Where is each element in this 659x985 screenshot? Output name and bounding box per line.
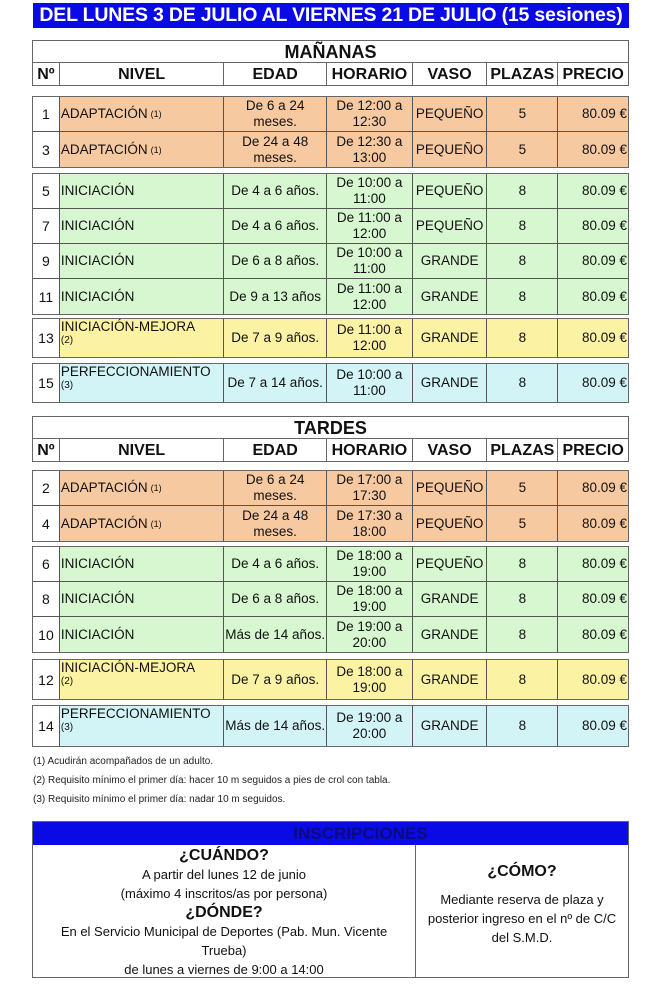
cell-horario: De 12:30 a 13:00 bbox=[327, 132, 413, 167]
row-group-orange bbox=[32, 470, 629, 542]
nivel-label: INICIACIÓN bbox=[60, 183, 135, 198]
cell-vaso: GRANDE bbox=[413, 279, 488, 314]
cell-edad: Más de 14 años. bbox=[224, 706, 327, 746]
cell-number: 2 bbox=[33, 471, 60, 505]
inscripciones-left bbox=[33, 845, 416, 977]
cell-horario: De 17:30 a 18:00 bbox=[327, 506, 413, 541]
cell-nivel bbox=[60, 660, 224, 699]
table-row bbox=[33, 244, 628, 279]
cell-precio: 80.09 € bbox=[558, 617, 628, 652]
cell-nivel bbox=[60, 706, 224, 746]
nivel-label: PERFECCIONAMIENTO bbox=[60, 706, 211, 721]
nivel-label: INICIACIÓN bbox=[60, 288, 135, 304]
cell-number: 10 bbox=[33, 617, 60, 652]
cell-edad: De 7 a 14 años. bbox=[224, 364, 327, 402]
cell-horario: De 18:00 a 19:00 bbox=[327, 660, 413, 699]
col-nivel: NIVEL bbox=[60, 63, 224, 85]
cell-edad: De 4 a 6 años. bbox=[224, 547, 327, 581]
cell-horario: De 10:00 a 11:00 bbox=[327, 364, 413, 402]
donde-hours: de lunes a viernes de 9:00 a 14:00 bbox=[124, 962, 324, 977]
inscripciones-box bbox=[32, 821, 629, 978]
cell-plazas: 8 bbox=[487, 617, 558, 652]
table-row bbox=[33, 97, 628, 132]
donde-heading: ¿DÓNDE? bbox=[185, 904, 263, 921]
cell-vaso: PEQUEÑO bbox=[413, 174, 488, 208]
cell-number: 5 bbox=[33, 174, 60, 208]
cell-precio: 80.09 € bbox=[558, 244, 628, 278]
cell-plazas: 5 bbox=[487, 506, 558, 541]
cell-vaso: PEQUEÑO bbox=[413, 97, 488, 131]
cell-plazas: 8 bbox=[487, 364, 558, 402]
footnote-ref: (1) bbox=[150, 518, 162, 529]
footnote-ref: (2) bbox=[60, 335, 74, 346]
col-n: Nº bbox=[33, 63, 60, 85]
cell-plazas: 8 bbox=[487, 547, 558, 581]
nivel-label: INICIACIÓN-MEJORA bbox=[60, 660, 196, 675]
cell-plazas: 5 bbox=[487, 97, 558, 131]
footnote-ref: (1) bbox=[150, 144, 162, 155]
footnote-ref: (2) bbox=[60, 676, 74, 687]
cell-vaso: GRANDE bbox=[413, 660, 488, 699]
nivel-label: PERFECCIONAMIENTO bbox=[60, 364, 211, 379]
nivel-label: INICIACIÓN bbox=[60, 253, 135, 268]
cell-vaso: GRANDE bbox=[413, 582, 488, 616]
cell-edad: De 4 a 6 años. bbox=[224, 209, 327, 243]
cell-nivel bbox=[60, 364, 224, 402]
cell-precio: 80.09 € bbox=[558, 471, 628, 505]
cell-precio: 80.09 € bbox=[558, 547, 628, 581]
cell-horario: De 10:00 a 11:00 bbox=[327, 244, 413, 278]
table-row bbox=[33, 174, 628, 209]
manana-title: MAÑANAS bbox=[32, 40, 629, 63]
cell-precio: 80.09 € bbox=[558, 209, 628, 243]
cell-number: 15 bbox=[33, 364, 60, 402]
cell-edad: De 24 a 48 meses. bbox=[224, 132, 327, 167]
cell-precio: 80.09 € bbox=[558, 506, 628, 541]
row-group-green bbox=[32, 546, 629, 653]
cell-number: 7 bbox=[33, 209, 60, 243]
col-vaso: VASO bbox=[413, 63, 488, 85]
cell-vaso: GRANDE bbox=[413, 364, 488, 402]
cell-nivel bbox=[60, 132, 224, 167]
manana-header bbox=[32, 62, 629, 86]
nivel-label: INICIACIÓN-MEJORA bbox=[60, 319, 196, 334]
tarde-header bbox=[32, 438, 629, 462]
cell-plazas: 8 bbox=[487, 174, 558, 208]
cell-nivel bbox=[60, 582, 224, 616]
cell-precio: 80.09 € bbox=[558, 174, 628, 208]
como-text: Mediante reserva de plaza y posterior ingreso en el nº de C/C del S.M.D. bbox=[427, 892, 617, 945]
cell-edad: De 9 a 13 años bbox=[224, 279, 327, 314]
cell-nivel bbox=[60, 547, 224, 581]
table-row bbox=[33, 471, 628, 506]
footnote-ref: (3) bbox=[60, 722, 74, 733]
cell-nivel bbox=[60, 506, 224, 541]
cell-vaso: PEQUEÑO bbox=[413, 547, 488, 581]
table-row bbox=[33, 617, 628, 652]
cell-horario: De 11:00 a 12:00 bbox=[327, 279, 413, 314]
cell-number: 8 bbox=[33, 582, 60, 616]
cell-plazas: 8 bbox=[487, 279, 558, 314]
cell-number: 6 bbox=[33, 547, 60, 581]
cell-precio: 80.09 € bbox=[558, 582, 628, 616]
row-group-cyan bbox=[32, 705, 629, 747]
cell-nivel bbox=[60, 319, 224, 357]
cell-vaso: GRANDE bbox=[413, 706, 488, 746]
cell-edad: De 6 a 8 años. bbox=[224, 582, 327, 616]
table-row bbox=[33, 279, 628, 314]
nivel-label: ADAPTACIÓN bbox=[60, 141, 148, 157]
cell-horario: De 11:00 a 12:00 bbox=[327, 209, 413, 243]
col-horario: HORARIO bbox=[327, 63, 413, 85]
cell-edad: De 4 a 6 años. bbox=[224, 174, 327, 208]
cell-edad: De 24 a 48 meses. bbox=[224, 506, 327, 541]
nivel-label: INICIACIÓN bbox=[60, 218, 135, 233]
table-row bbox=[33, 706, 628, 746]
table-row bbox=[33, 547, 628, 582]
footnote-3: (3) Requisito mínimo el primer día: nadar 10 m seguidos. bbox=[33, 794, 286, 805]
cell-nivel bbox=[60, 244, 224, 278]
cell-precio: 80.09 € bbox=[558, 319, 628, 357]
cell-vaso: PEQUEÑO bbox=[413, 132, 488, 167]
nivel-label: INICIACIÓN bbox=[60, 626, 135, 642]
cell-vaso: PEQUEÑO bbox=[413, 209, 488, 243]
table-row bbox=[33, 132, 628, 167]
cell-number: 11 bbox=[33, 279, 60, 314]
cell-number: 13 bbox=[33, 319, 60, 357]
col-precio: PRECIO bbox=[562, 442, 624, 459]
col-nivel: NIVEL bbox=[60, 439, 224, 461]
row-group-yellow bbox=[32, 318, 629, 358]
cuando-max: (máximo 4 inscritos/as por persona) bbox=[120, 886, 328, 901]
col-plazas: PLAZAS bbox=[487, 439, 558, 461]
cell-vaso: GRANDE bbox=[413, 617, 488, 652]
cuando-heading: ¿CUÁNDO? bbox=[179, 847, 269, 864]
table-row bbox=[33, 209, 628, 244]
nivel-label: ADAPTACIÓN bbox=[60, 480, 148, 495]
cell-number: 1 bbox=[33, 97, 60, 131]
row-group-yellow bbox=[32, 659, 629, 700]
cell-precio: 80.09 € bbox=[558, 132, 628, 167]
cell-plazas: 8 bbox=[487, 706, 558, 746]
table-row bbox=[33, 506, 628, 541]
cell-nivel bbox=[60, 97, 224, 131]
cell-horario: De 11:00 a 12:00 bbox=[327, 319, 413, 357]
cell-number: 3 bbox=[33, 132, 60, 167]
col-edad: EDAD bbox=[224, 63, 327, 85]
cell-horario: De 18:00 a 19:00 bbox=[327, 547, 413, 581]
cell-edad: Más de 14 años. bbox=[224, 617, 327, 652]
cell-precio: 80.09 € bbox=[558, 279, 628, 314]
cell-plazas: 5 bbox=[487, 132, 558, 167]
cell-horario: De 12:00 a 12:30 bbox=[327, 97, 413, 131]
cell-plazas: 5 bbox=[487, 471, 558, 505]
nivel-label: INICIACIÓN bbox=[60, 556, 135, 571]
cell-plazas: 8 bbox=[487, 660, 558, 699]
cell-edad: De 7 a 9 años. bbox=[224, 319, 327, 357]
cell-nivel bbox=[60, 617, 224, 652]
table-row bbox=[33, 582, 628, 617]
footnote-ref: (1) bbox=[150, 109, 162, 119]
row-group-green bbox=[32, 173, 629, 315]
cell-plazas: 8 bbox=[487, 244, 558, 278]
inscripciones-right bbox=[416, 845, 628, 977]
cell-edad: De 7 a 9 años. bbox=[224, 660, 327, 699]
table-row bbox=[33, 364, 628, 402]
cell-vaso: PEQUEÑO bbox=[413, 471, 488, 505]
cuando-date: A partir del lunes 12 de junio bbox=[141, 867, 307, 882]
cell-number: 9 bbox=[33, 244, 60, 278]
cell-edad: De 6 a 24 meses. bbox=[224, 97, 327, 131]
cell-horario: De 10:00 a 11:00 bbox=[327, 174, 413, 208]
inscripciones-title: INSCRIPCIONES bbox=[33, 822, 628, 845]
col-edad: EDAD bbox=[224, 439, 327, 461]
nivel-label: ADAPTACIÓN bbox=[60, 106, 148, 121]
col-vaso: VASO bbox=[413, 439, 488, 461]
donde-place: En el Servicio Municipal de Deportes (Pab. Mun. Vicente Trueba) bbox=[60, 924, 388, 958]
col-horario: HORARIO bbox=[327, 439, 413, 461]
cell-nivel bbox=[60, 471, 224, 505]
col-plazas: PLAZAS bbox=[487, 63, 558, 85]
cell-nivel bbox=[60, 209, 224, 243]
row-group-orange bbox=[32, 96, 629, 168]
col-n: Nº bbox=[33, 439, 60, 461]
nivel-label: INICIACIÓN bbox=[60, 591, 135, 606]
nivel-label: ADAPTACIÓN bbox=[60, 515, 148, 531]
cell-horario: De 19:00 a 20:00 bbox=[327, 706, 413, 746]
footnote-ref: (3) bbox=[60, 380, 74, 391]
cell-nivel bbox=[60, 279, 224, 314]
table-row bbox=[33, 319, 628, 357]
footnote-ref: (1) bbox=[150, 483, 162, 493]
cell-precio: 80.09 € bbox=[558, 660, 628, 699]
cell-number: 12 bbox=[33, 660, 60, 699]
cell-horario: De 19:00 a 20:00 bbox=[327, 617, 413, 652]
cell-plazas: 8 bbox=[487, 209, 558, 243]
col-precio: PRECIO bbox=[562, 66, 624, 83]
footnote-2: (2) Requisito mínimo el primer día: hacer 10 m seguidos a pies de crol con tabla. bbox=[33, 775, 391, 786]
cell-edad: De 6 a 24 meses. bbox=[224, 471, 327, 505]
cell-precio: 80.09 € bbox=[558, 364, 628, 402]
cell-edad: De 6 a 8 años. bbox=[224, 244, 327, 278]
cell-nivel bbox=[60, 174, 224, 208]
tarde-title: TARDES bbox=[32, 416, 629, 439]
cell-plazas: 8 bbox=[487, 582, 558, 616]
table-row bbox=[33, 660, 628, 699]
como-heading: ¿CÓMO? bbox=[487, 863, 557, 880]
cell-vaso: GRANDE bbox=[413, 244, 488, 278]
cell-precio: 80.09 € bbox=[558, 97, 628, 131]
footnote-1: (1) Acudirán acompañados de un adulto. bbox=[33, 756, 214, 767]
cell-number: 14 bbox=[33, 706, 60, 746]
cell-plazas: 8 bbox=[487, 319, 558, 357]
cell-horario: De 17:00 a 17:30 bbox=[327, 471, 413, 505]
cell-vaso: PEQUEÑO bbox=[413, 506, 488, 541]
date-banner: DEL LUNES 3 DE JULIO AL VIERNES 21 DE JULIO (15 sesiones) bbox=[33, 3, 629, 28]
cell-precio: 80.09 € bbox=[558, 706, 628, 746]
cell-vaso: GRANDE bbox=[413, 319, 488, 357]
cell-number: 4 bbox=[33, 506, 60, 541]
row-group-cyan bbox=[32, 363, 629, 403]
cell-horario: De 18:00 a 19:00 bbox=[327, 582, 413, 616]
